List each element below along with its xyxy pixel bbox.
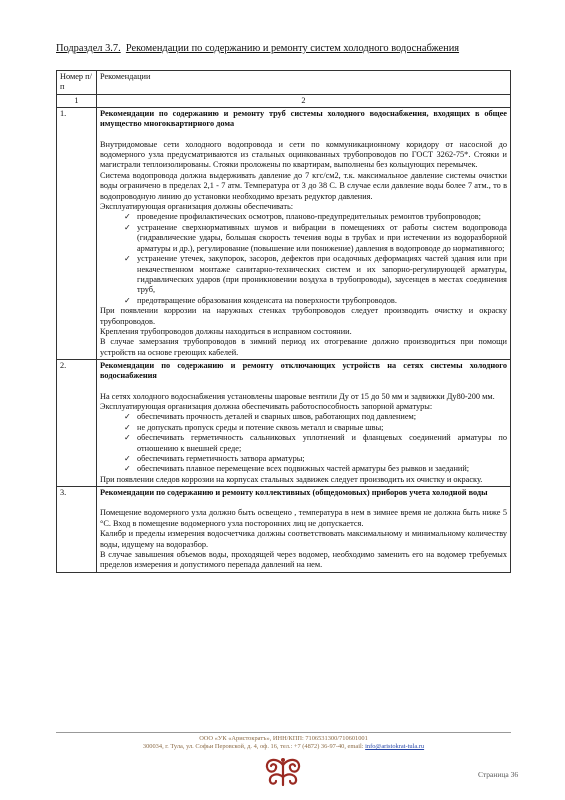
check-mark-icon: ✓: [124, 454, 131, 463]
list-item: ✓ обеспечивать герметичность сальниковых уплотнений и фланцевых соединений арматуры по отношению к внешней среде;: [124, 433, 507, 453]
row-content: [97, 360, 511, 487]
check-mark-icon: ✓: [124, 464, 131, 474]
check-mark-icon: ✓: [124, 295, 131, 305]
recommendations-table: [56, 70, 511, 573]
row-title: Рекомендации по содержанию и ремонту коллективных (общедомовых) приборов учета холодной воды: [100, 488, 488, 498]
footer: [56, 735, 511, 751]
row-title: Рекомендации по содержанию и ремонту труб системы холодного водоснабжения, входящих в общее имущество многоквартирного дома: [100, 109, 507, 129]
check-mark-icon: ✓: [124, 222, 131, 232]
page-title: [56, 43, 459, 54]
col-index-2: 2: [97, 94, 511, 107]
list-item: ✓ устранение сверхнормативных шумов и вибрации в помещениях от работы систем водопровода (гидравлические удары, большая скорость течения воды в трубах и при истечении из водоразборной арматуры и др.), регулирование (повышение или понижение) давления в водопроводе до нормативного;: [124, 222, 507, 253]
footer-address: 300034, г. Тула, ул. Софьи Перовской, д. 4, оф. 16, тел.: +7 (4872) 36-97-40, email: info@aristokrat-tula.ru: [142, 743, 425, 750]
paragraph: Крепления трубопроводов должны находиться в исправном состоянии.: [100, 326, 352, 336]
paragraph: Помещение водомерного узла должно быть освещено , температура в нем в зимнее время не должна быть ниже 5 °С. Вход в помещение водомерного узла посторонних лиц не допускается.: [100, 508, 507, 528]
table-row: [57, 487, 511, 573]
ornament-logo: [258, 755, 308, 789]
paragraph: При появлении коррозии на наружных стенках трубопроводов следует производить очистку и окраску трубопроводов.: [100, 306, 507, 326]
checklist: [124, 212, 507, 306]
table-index-row: [57, 94, 511, 107]
check-mark-icon: ✓: [124, 254, 131, 264]
paragraph: Эксплуатирующая организация должны обеспечивать:: [100, 202, 294, 212]
row-number: 2.: [57, 360, 97, 487]
section-title: Рекомендации по содержанию и ремонту систем холодного водоснабжения: [125, 43, 460, 54]
paragraph: На сетях холодного водоснабжения установлены шаровые вентили Ду от 15 до 50 мм и задвижки Ду80-200 мм.: [100, 391, 495, 401]
row-content: [97, 108, 511, 360]
col-index-1: 1: [57, 94, 97, 107]
list-item: ✓ предотвращение образования конденсата на поверхности трубопроводов.: [124, 295, 397, 305]
table-row: [57, 360, 511, 487]
row-title: Рекомендации по содержанию и ремонту отключающих устройств на сетях системы холодного водоснабжения: [100, 361, 507, 381]
table-row: [57, 108, 511, 360]
paragraph: Система водопровода должна выдерживать давление до 7 кгс/см2, т.к. максимальное давление системы очистки воды ограничено в пределах 2,1 - 7 атм. Температура от 3 до 38 С. В случае если давление воды более 7 атм., то в водопроводную линию до установки необходимо врезать редуктор давления.: [100, 170, 507, 201]
list-item: ✓ обеспечивать плавное перемещение всех подвижных частей арматуры без рывков и заеданий;: [124, 464, 470, 474]
section-label: Подраздел 3.7.: [56, 43, 121, 54]
list-item: ✓ не допускать пропуск среды и потение сквозь металл и сварные швы;: [124, 422, 384, 432]
page-number: Страница 36: [478, 770, 519, 779]
paragraph: Эксплуатирующая организация должна обеспечивать работоспособность запорной арматуры:: [100, 401, 433, 411]
row-content: [97, 487, 511, 573]
col-num-header: Номер п/п: [57, 71, 97, 95]
checklist: [124, 412, 507, 474]
paragraph: При появлении следов коррозии на корпусах стальных задвижек следует производить их очистку и окраску.: [100, 474, 483, 484]
footer-divider: [56, 732, 511, 733]
footer-email-link[interactable]: info@aristokrat-tula.ru: [365, 743, 425, 750]
list-item: ✓ проведение профилактических осмотров, планово-предупредительных ремонтов трубопроводов;: [124, 212, 481, 222]
paragraph: Внутридомовые сети холодного водопровода и сети по коммуникационному коридору от насосной до водомерного узла предусматриваются из стальных оцинкованных трубопроводов по ГОСТ 3262-75*. Стояки и магистрали теплоизолированы. Стояки проложены по квартирам, выполнены без кольцующих перемычек.: [100, 139, 507, 170]
row-number: 3.: [57, 487, 97, 573]
list-item: ✓ обеспечивать прочность деталей и сварных швов, работающих под давлением;: [124, 412, 417, 422]
list-item: ✓ устранение утечек, закупорок, засоров, дефектов при осадочных деформациях частей здания или при некачественном монтаже санитарно-технических систем и их запорно-регулирующей арматуры, гидравлических ударов (при проникновении воздуха в трубопроводы), заусенцев в местах соединения труб,: [124, 254, 507, 295]
paragraph: В случае замерзания трубопроводов в зимний период их отогревание должно производиться при помощи устройств на основе греющих кабелей.: [100, 337, 507, 357]
paragraph: Калибр и пределы измерения водосчетчика должны соответствовать максимальному и минимальному количеству воды, идущему на водоразбор.: [100, 529, 507, 549]
col-rec-header: Рекомендации: [97, 71, 511, 95]
list-item: ✓ обеспечивать герметичность затвора арматуры;: [124, 454, 305, 463]
check-mark-icon: ✓: [124, 412, 131, 422]
check-mark-icon: ✓: [124, 433, 131, 443]
paragraph: В случае завышения объемов воды, проходящей через водомер, необходимо заменить его на водомер требуемых пределов измерения и допустимого перепада давлений на нем.: [100, 550, 507, 570]
check-mark-icon: ✓: [124, 422, 131, 432]
footer-company: ООО «УК «Аристократъ», ИНН/КПП: 7106531300/710601001: [199, 735, 368, 742]
table-header-row: [57, 71, 511, 95]
check-mark-icon: ✓: [124, 212, 131, 222]
row-number: 1.: [57, 108, 97, 360]
